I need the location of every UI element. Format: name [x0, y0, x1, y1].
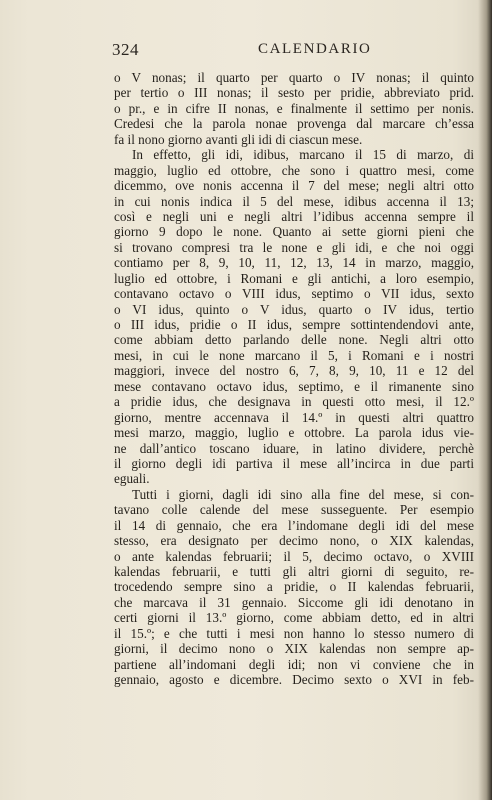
text-line: luglio ed ottobre, i Romani e gli antichi, a loro esempio,	[114, 270, 474, 286]
text-line: maggio, luglio ed ottobre, che sono i quattro mesi, come	[114, 162, 474, 178]
text-line: giorno, mentre accennava il 14.º in questi altri quattro	[114, 409, 474, 425]
text-line: Tutti i giorni, dagli idi sino alla fine del mese, si con-	[132, 486, 474, 502]
text-line: il 15.º; e che tutti i mesi non hanno lo stesso numero di	[114, 625, 474, 641]
text-line: che marcava il 31 gennaio. Siccome gli idi denotano in	[114, 594, 474, 610]
text-line: stesso, era designato per decimo nono, o XIX kalendas,	[114, 533, 474, 549]
text-line: il giorno degli idi partiva il mese all’incirca in due parti	[114, 455, 474, 471]
text-line: contiamo per 8, 9, 10, 11, 12, 13, 14 in marzo, maggio,	[114, 255, 474, 271]
text-line: contavano octavo o VIII idus, septimo o VII idus, sexto	[114, 286, 474, 302]
paragraph	[114, 487, 474, 688]
page-number: 324	[112, 40, 139, 59]
binding-shadow	[478, 0, 492, 800]
text-line: trocedendo sempre sino a pridie, o II kalendas februarii,	[114, 579, 474, 595]
text-line: o pr., e in cifre II nonas, e finalmente il settimo per nonis.	[114, 100, 474, 116]
paragraph	[114, 147, 474, 487]
text-line: a pridie idus, che designava in questi otto mesi, il 12.º	[114, 394, 474, 410]
text-line: in cui nonis indica il 5 del mese, idibus accenna il 13;	[114, 193, 474, 209]
text-line: così e negli uni e negli altri l’idibus accenna sempre il	[114, 208, 474, 224]
text-line: o V nonas; il quarto per quarto o IV nonas; il quinto	[114, 70, 474, 85]
text-line: per tertio o III nonas; il sesto per pridie, abbreviato prid.	[114, 85, 474, 101]
text-line: mesi, in cui le none marcano il 5, i Romani e i nostri	[114, 347, 474, 363]
text-line: si trovano compresi tra le none e gli idi, e che noi oggi	[114, 239, 474, 255]
text-line: mese contavano octavo idus, septimo, e il rimanente sino	[114, 378, 474, 394]
running-title: CALENDARIO	[258, 41, 372, 57]
text-line: kalendas februarii, e tutti gli altri giorni di seguito, re-	[114, 564, 474, 579]
text-line: partiene all’indomani degli idi; non vi conviene che in	[114, 656, 474, 672]
text-line: eguali.	[114, 471, 150, 487]
paragraph	[114, 70, 474, 147]
text-line: o VI idus, quinto o V idus, quarto o IV idus, tertio	[114, 301, 474, 317]
running-head	[112, 40, 478, 64]
text-line: tavano colle calende del mese susseguente. Per esempio	[114, 502, 474, 518]
text-line: come abbiam detto parlando delle none. Negli altri otto	[114, 332, 474, 348]
text-line: ne dall’antico toscano iduare, in latino dividere, perchè	[114, 440, 474, 456]
text-line: giorno 9 dopo le none. Quanto ai sette giorni pieni che	[114, 224, 474, 240]
text-line: giorni, il decimo nono o XIX kalendas non sempre ap-	[114, 641, 474, 657]
text-line: Credesi che la parola nonae provenga dal marcare ch’essa	[114, 116, 474, 132]
text-line: dicemmo, ove nonis accenna il 7 del mese; negli altri otto	[114, 178, 474, 194]
text-line: maggiori, invece del nostro 6, 7, 8, 9, 10, 11 e 12 del	[114, 363, 474, 379]
text-line: mesi marzo, maggio, luglio e ottobre. La parola idus vie-	[114, 425, 474, 441]
text-line: il 14 di gennaio, che era l’indomane degli idi del mese	[114, 517, 474, 533]
text-line: gennaio, agosto e dicembre. Decimo sexto o XVI in feb-	[114, 672, 474, 688]
text-line: fa il nono giorno avanti gli idi di ciascun mese.	[114, 131, 363, 147]
text-line: o ante kalendas februarii; il 5, decimo octavo, o XVIII	[114, 548, 474, 564]
text-line: o III idus, pridie o II idus, sempre sottintendendovi ante,	[114, 317, 474, 332]
text-line: In effetto, gli idi, idibus, marcano il 15 di marzo, di	[132, 147, 474, 163]
text-line: certi giorni il 13.º giorno, come abbiam detto, ed in altri	[114, 610, 474, 626]
body-text	[114, 70, 474, 688]
